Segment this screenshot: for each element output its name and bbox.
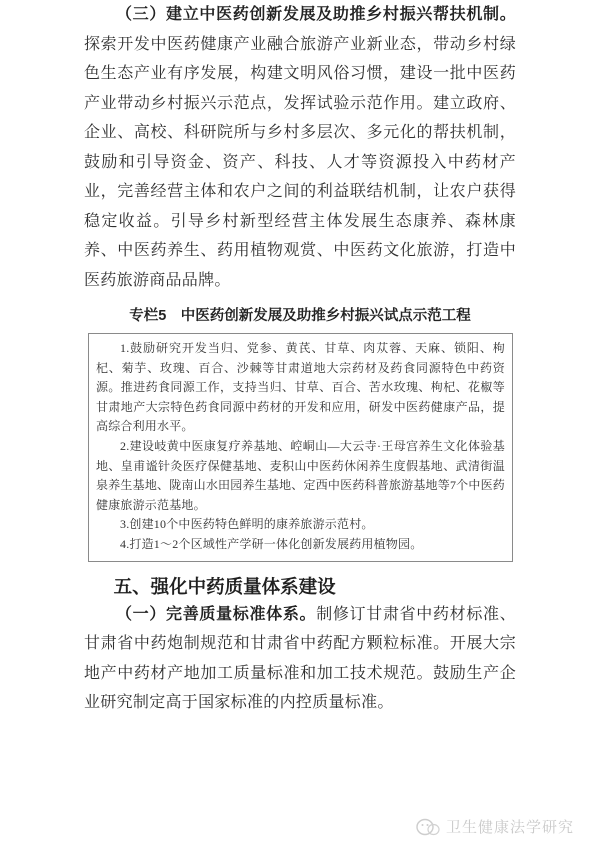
wechat-account-logo-icon — [416, 817, 440, 837]
section-5-paragraph-1 — [84, 600, 516, 718]
paragraph-3 — [84, 0, 516, 295]
watermark-text: 卫生健康法学研究 — [445, 819, 574, 836]
feature-box-item-4: 4.打造1～2个区域性产学研一体化创新发展药用植物园。 — [120, 536, 423, 551]
watermark — [416, 816, 574, 837]
feature-box-item-2: 2.建设岐黄中医康复疗养基地、崆峒山—大云寺·王母宫养生文化体验基地、皇甫谧针灸医疗保健基地、麦积山中医药休闲养生度假基地、武清街温泉养生基地、陇南山水田园养生基地、定西中医药科普旅游基地等7个中医药健康旅游示范基地。 — [96, 438, 505, 512]
document-content — [84, 0, 516, 718]
paragraph-3-lead: （三）建立中医药创新发展及助推乡村振兴帮扶机制。 — [116, 6, 516, 23]
section-5-paragraph-1-body: 制修订甘肃省中药材标准、甘肃省中药炮制规范和甘肃省中药配方颗粒标准。开展大宗地产中药材产地加工质量标准和加工技术规范。鼓励生产企业研究制定高于国家标准的内控质量标准。 — [84, 605, 516, 712]
section-5-heading: 五、强化中药质量体系建设 — [113, 575, 336, 597]
feature-box — [88, 333, 513, 562]
paragraph-3-body: 探索开发中医药健康产业融合旅游产业新业态，带动乡村绿色生态产业有序发展，构建文明风俗习惯，建设一批中医药产业带动乡村振兴示范点，发挥试验示范作用。建立政府、企业、高校、科研院所与乡村多层次、多元化的帮扶机制，鼓励和引导资金、资产、科技、人才等资源投入中药材产业，完善经营主体和农户之间的利益联结机制，让农户获得稳定收益。引导乡村新型经营主体发展生态康养、森林康养、中医药养生、药用植物观赏、中医药文化旅游，打造中医药旅游商品品牌。 — [84, 35, 516, 289]
feature-box-item-3: 3.创建10个中医药特色鲜明的康养旅游示范村。 — [120, 517, 374, 532]
section-5-paragraph-1-lead: （一）完善质量标准体系。 — [116, 605, 317, 623]
feature-box-item-1: 1.鼓励研究开发当归、党参、黄芪、甘草、肉苁蓉、天麻、锁阳、枸杞、菊芋、玫瑰、百合、沙棘等甘肃道地大宗药材及药食同源特色中药资源。推进药食同源工作，支持当归、甘草、百合、苦水玫瑰、枸杞、花椒等甘肃地产大宗特色药食同源中药材的开发和应用，研发中医药健康产品，提高综合利用水平。 — [96, 341, 505, 434]
feature-box-title: 专栏5 中医药创新发展及助推乡村振兴试点示范工程 — [129, 308, 471, 324]
